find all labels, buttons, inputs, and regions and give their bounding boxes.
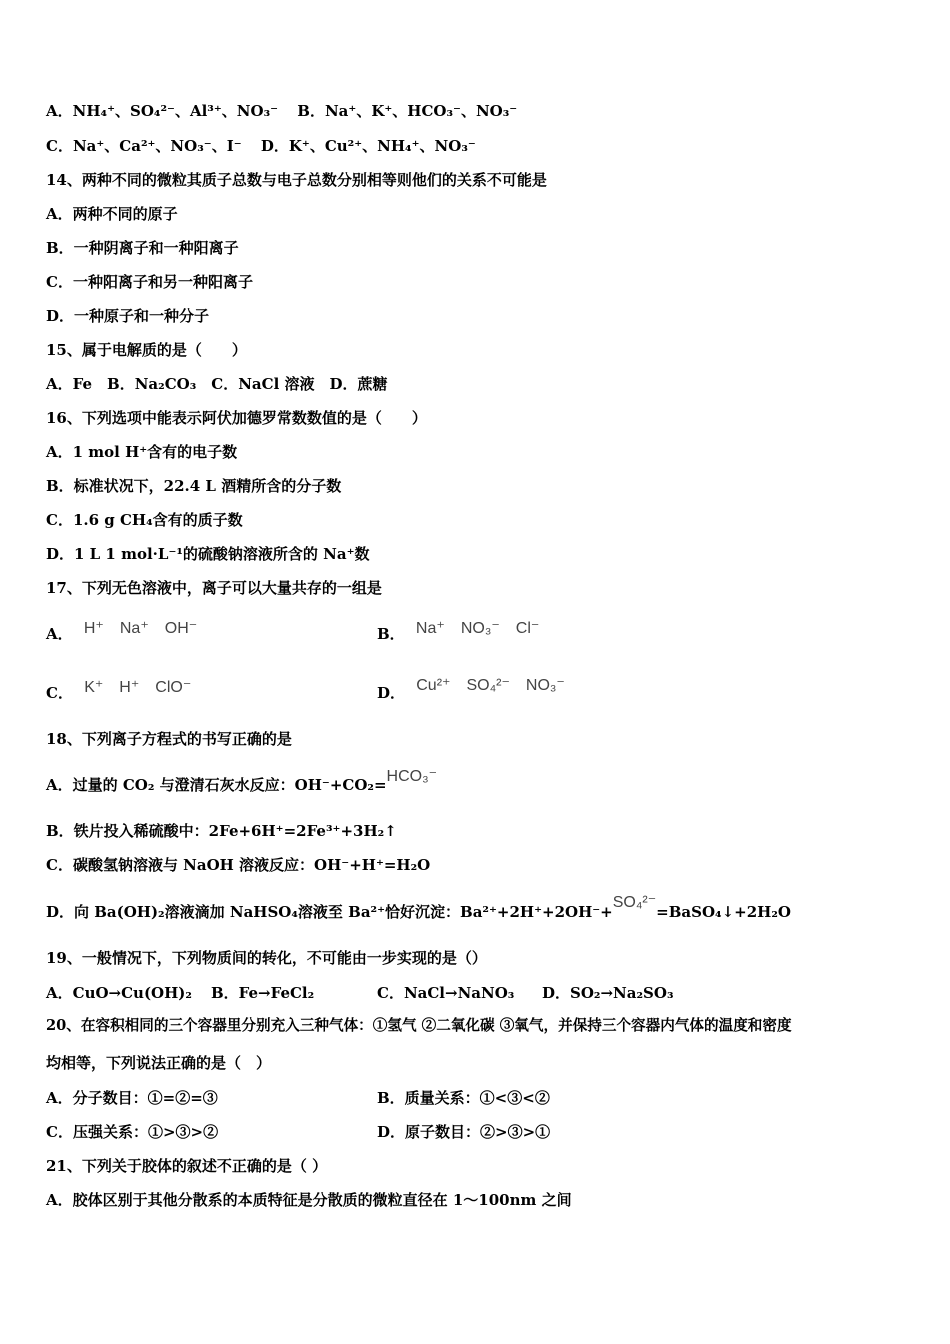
q16-option-c: C．1.6 g CH₄含有的质子数 <box>46 511 243 529</box>
q17-option-b-ions: Na⁺ NO₃⁻ Cl⁻ <box>415 620 540 637</box>
q17-stem: 17、下列无色溶液中，离子可以大量共存的一组是 <box>46 579 382 597</box>
q16-option-d: D．1 L 1 mol·L⁻¹的硫酸钠溶液所含的 Na⁺数 <box>46 545 370 563</box>
q16-option-a: A．1 mol H⁺含有的电子数 <box>46 443 238 461</box>
q17-option-a <box>46 620 198 645</box>
q17-option-d <box>377 677 565 704</box>
q19-option-c: C．NaCl→NaNO₃ <box>377 984 515 1002</box>
q13-option-c: C．Na⁺、Ca²⁺、NO₃⁻、I⁻ <box>46 137 242 155</box>
q17-option-c-label: C． <box>46 684 73 702</box>
q18-option-d-ion: SO₄²⁻ <box>612 894 657 911</box>
q21-option-a: A．胶体区别于其他分散系的本质特征是分散质的微粒直径在 1～100nm 之间 <box>46 1191 572 1209</box>
q21-stem: 21、下列关于胶体的叙述不正确的是（ ） <box>46 1157 328 1175</box>
q19-options <box>46 983 192 1003</box>
q17-option-b <box>377 620 540 645</box>
q14-option-c: C．一种阳离子和另一种阳离子 <box>46 273 253 291</box>
q15-options: A．Fe B．Na₂CO₃ C．NaCl 溶液 D．蔗糖 <box>46 375 388 393</box>
q19-option-d: D．SO₂→Na₂SO₃ <box>542 984 674 1002</box>
q19-option-b: B．Fe→FeCl₂ <box>211 984 315 1002</box>
q13-option-d: D．K⁺、Cu²⁺、NH₄⁺、NO₃⁻ <box>260 137 476 155</box>
q17-option-b-label: B． <box>377 625 405 643</box>
q16-stem: 16、下列选项中能表示阿伏加德罗常数数值的是（ ） <box>46 409 427 427</box>
q13-option-b: B．Na⁺、K⁺、HCO₃⁻、NO₃⁻ <box>297 102 518 120</box>
q18-stem: 18、下列离子方程式的书写正确的是 <box>46 730 292 748</box>
q18-option-a <box>46 768 438 796</box>
q19-stem: 19、一般情况下，下列物质间的转化，不可能由一步实现的是（） <box>46 949 487 967</box>
q18-option-d-post: =BaSO₄↓+2H₂O <box>656 903 791 921</box>
q19-option-a: A．CuO→Cu(OH)₂ <box>46 984 192 1002</box>
q18-option-b: B．铁片投入稀硫酸中：2Fe+6H⁺=2Fe³⁺+3H₂↑ <box>46 822 397 840</box>
q17-option-a-label: A． <box>46 625 73 643</box>
q20-stem-line2: 均相等，下列说法正确的是（ ） <box>46 1054 272 1072</box>
q18-option-a-ion: HCO₃⁻ <box>386 768 438 785</box>
q13-option-a: A．NH₄⁺、SO₄²⁻、Al³⁺、NO₃⁻ <box>46 102 279 120</box>
q16-option-b: B．标准状况下，22.4 L 酒精所含的分子数 <box>46 477 342 495</box>
q14-stem: 14、两种不同的微粒其质子总数与电子总数分别相等则他们的关系不可能是 <box>46 171 547 189</box>
q18-option-c: C．碳酸氢钠溶液与 NaOH 溶液反应：OH⁻+H⁺=H₂O <box>46 856 431 874</box>
q18-option-a-text: A．过量的 CO₂ 与澄清石灰水反应：OH⁻+CO₂= <box>46 776 387 794</box>
q20-option-d: D．原子数目：②>③>① <box>377 1123 551 1141</box>
q17-option-d-label: D． <box>377 684 406 702</box>
q14-option-d: D．一种原子和一种分子 <box>46 307 210 325</box>
q13-row-ab <box>46 101 517 121</box>
q17-option-c <box>46 679 192 704</box>
q18-option-d <box>46 894 791 923</box>
q15-stem: 15、属于电解质的是（ ） <box>46 341 247 359</box>
q14-option-a: A．两种不同的原子 <box>46 205 178 223</box>
q17-option-d-ions: Cu²⁺ SO₄²⁻ NO₃⁻ <box>416 677 565 694</box>
q20-option-c: C．压强关系：①>③>② <box>46 1123 219 1141</box>
q20-option-a: A．分子数目：①=②=③ <box>46 1089 218 1107</box>
q20-stem-line1: 20、在容积相同的三个容器里分别充入三种气体：①氢气 ②二氧化碳 ③氧气，并保持三个容器内气体的温度和密度 <box>46 1017 792 1034</box>
q17-option-c-ions: K⁺ H⁺ ClO⁻ <box>84 679 192 696</box>
q18-option-d-pre: D．向 Ba(OH)₂溶液滴加 NaHSO₄溶液至 Ba²⁺恰好沉淀：Ba²⁺+2H⁺+2OH⁻+ <box>46 903 613 921</box>
q13-row-cd <box>46 136 476 156</box>
q17-option-a-ions: H⁺ Na⁺ OH⁻ <box>83 620 198 637</box>
q14-option-b: B．一种阴离子和一种阳离子 <box>46 239 239 257</box>
q20-option-b: B．质量关系：①<③<② <box>377 1089 550 1107</box>
